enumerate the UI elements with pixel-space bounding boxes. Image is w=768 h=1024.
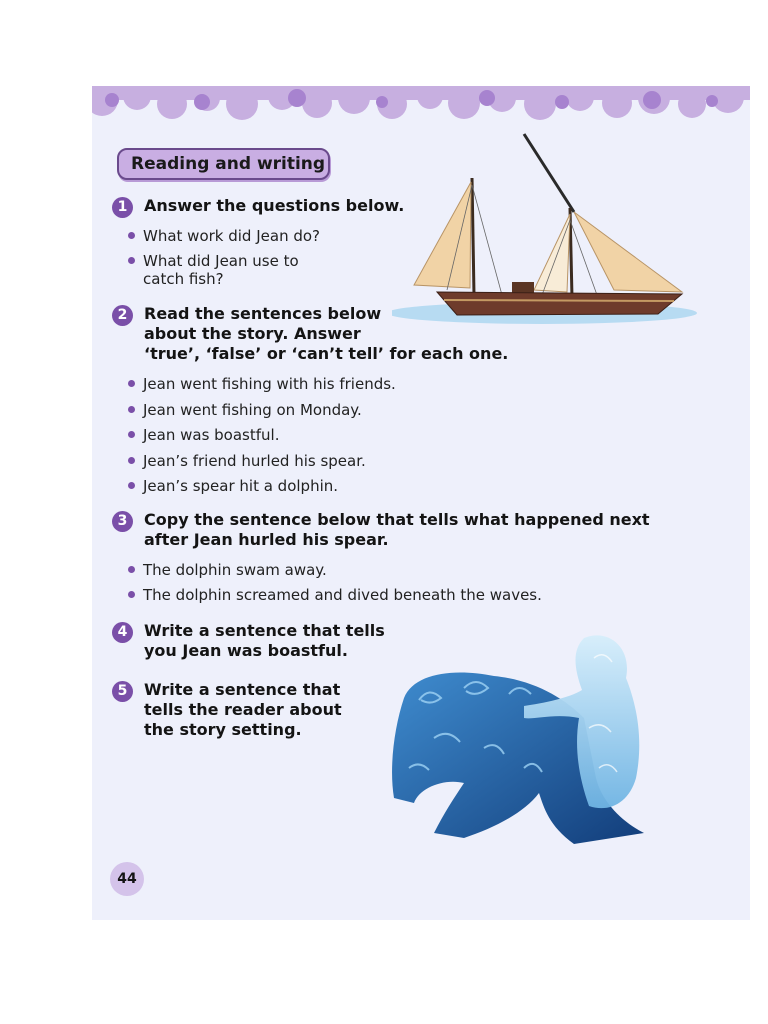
bullet-item: The dolphin screamed and dived beneath the waves.: [128, 586, 542, 604]
sailing-boat-illustration: [392, 130, 712, 330]
bullet-dot-icon: [128, 591, 135, 598]
bullet-dot-icon: [128, 457, 135, 464]
question-text: Answer the questions below.: [144, 196, 405, 215]
bullet-dot-icon: [128, 257, 135, 264]
bullet-dot-icon: [128, 431, 135, 438]
bullet-dot-icon: [128, 380, 135, 387]
bullet-item: What work did Jean do?: [128, 227, 320, 245]
question-text: Write a sentence that tells the reader about the story setting.: [144, 680, 342, 739]
bullet-item: What did Jean use to catch fish?: [128, 252, 299, 288]
bullet-item: Jean’s friend hurled his spear.: [128, 452, 366, 470]
bullet-item: Jean’s spear hit a dolphin.: [128, 477, 338, 495]
question-text: Write a sentence that tells you Jean was boastful.: [144, 621, 385, 660]
question-text: Read the sentences below about the story. Answer ‘true’, ‘false’ or ‘can’t tell’ for each one.: [144, 304, 509, 363]
section-badge: Reading and writing: [117, 148, 330, 180]
bullet-dot-icon: [128, 406, 135, 413]
question-number: 2: [112, 305, 133, 326]
question-number: 3: [112, 511, 133, 532]
bullet-item: Jean went fishing on Monday.: [128, 401, 362, 419]
question-number: 5: [112, 681, 133, 702]
workbook-page: [92, 86, 750, 920]
question-text: Copy the sentence below that tells what happened next after Jean hurled his spear.: [144, 510, 650, 549]
question-number: 4: [112, 622, 133, 643]
bubble-border: [92, 86, 750, 126]
page-number: 44: [110, 862, 144, 896]
bullet-item: The dolphin swam away.: [128, 561, 327, 579]
bullet-dot-icon: [128, 232, 135, 239]
bullet-dot-icon: [128, 482, 135, 489]
horse-and-rider-illustration: [374, 628, 694, 850]
question-number: 1: [112, 197, 133, 218]
bullet-item: Jean went fishing with his friends.: [128, 375, 396, 393]
bullet-item: Jean was boastful.: [128, 426, 279, 444]
bullet-dot-icon: [128, 566, 135, 573]
